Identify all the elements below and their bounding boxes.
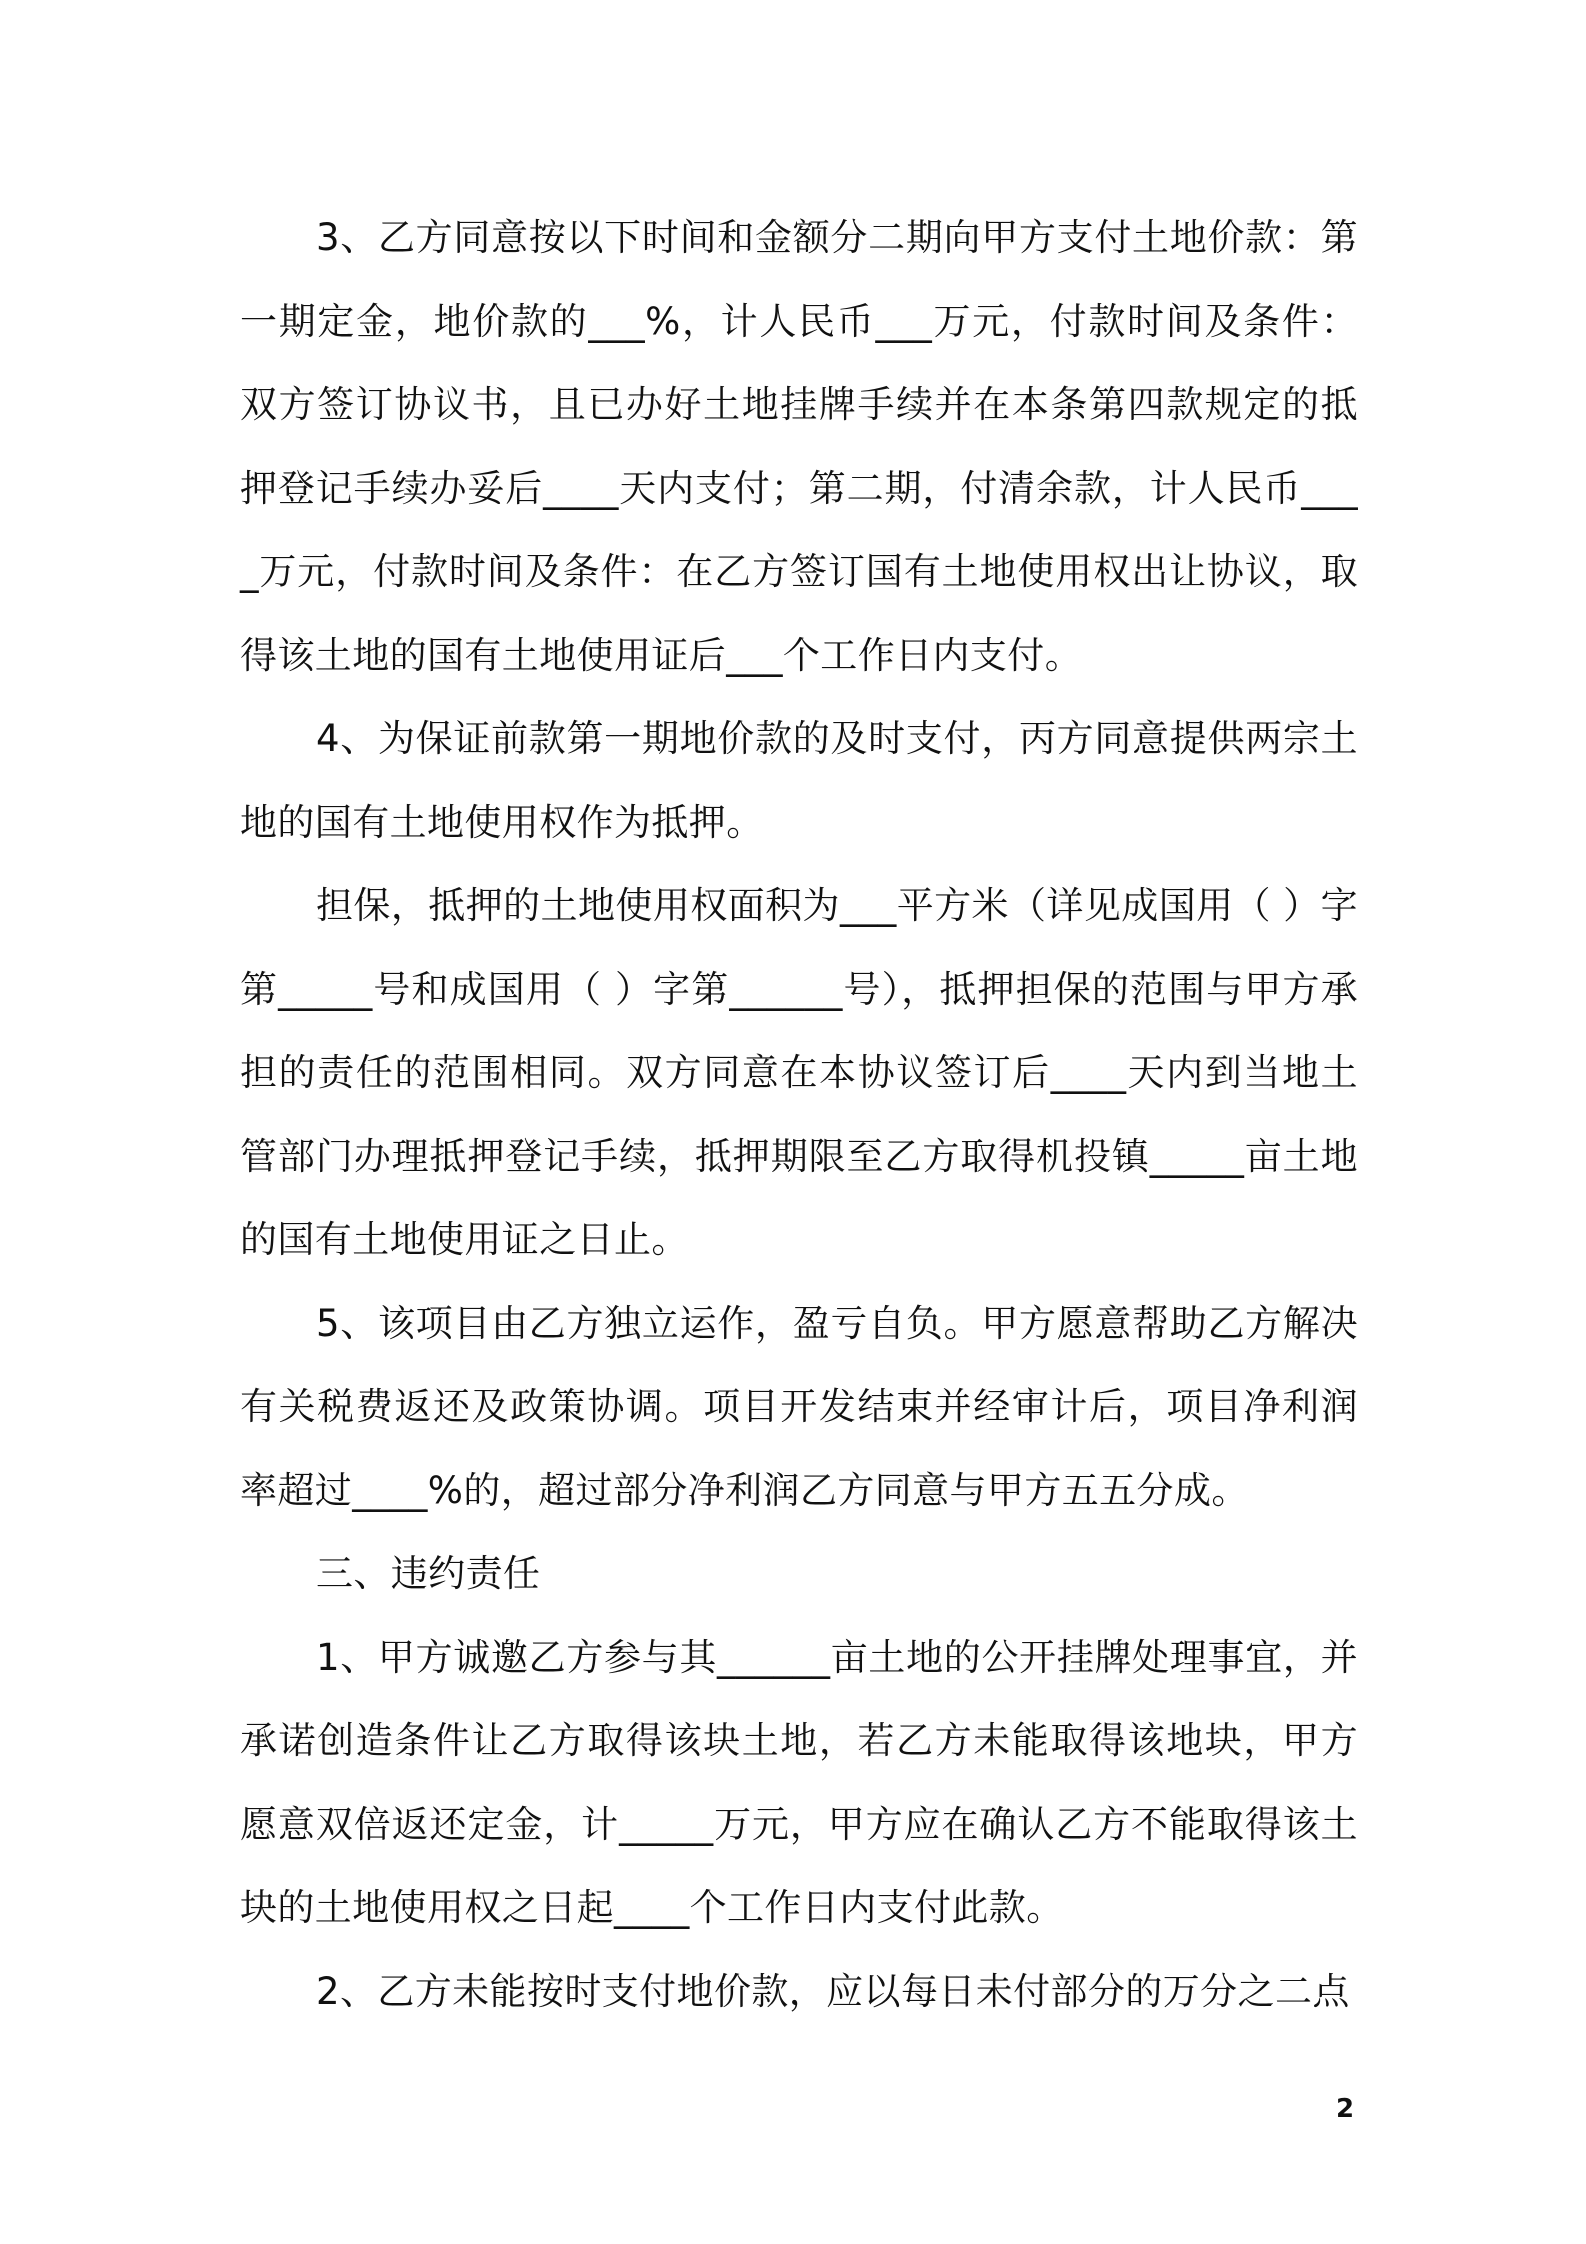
page-number: 2 xyxy=(1336,2094,1355,2124)
paragraph-breach-2: 2、乙方未能按时支付地价款，应以每日未付部分的万分之二点 xyxy=(316,1969,1350,2013)
paragraph-breach-1: 1、甲方诚邀乙方参与其______亩土地的公开挂牌处理事宜，并承诺创造条件让乙方取得该块土地，若乙方未能取得该地块，甲方愿意双倍返还定金，计_____万元，甲方应在确认乙方不能取得该土块的土地使用权之日起____个工作日内支付此款。 xyxy=(240,1635,1358,1929)
paragraph-clause-4-mortgage: 4、为保证前款第一期地价款的及时支付，丙方同意提供两宗土地的国有土地使用权作为抵押。 xyxy=(240,717,1358,844)
paragraph-clause-3-payment: 3、乙方同意按以下时间和金额分二期向甲方支付土地价款：第一期定金，地价款的___%，计人民币___万元，付款时间及条件：双方签订协议书，且已办好土地挂牌手续并在本条第四款规定的抵押登记手续办妥后____天内支付；第二期，付清余款，计人民币____万元，付款时间及条件：在乙方签订国有土地使用权出让协议，取得该土地的国有土地使用证后___个工作日内支付。 xyxy=(240,216,1358,677)
section-heading-breach-liability: 三、违约责任 xyxy=(316,1552,541,1595)
document-body xyxy=(240,196,1358,2033)
paragraph-clause-5-operation: 5、该项目由乙方独立运作，盈亏自负。甲方愿意帮助乙方解决有关税费返还及政策协调。项目开发结束并经审计后，项目净利润率超过____%的，超过部分净利润乙方同意与甲方五五分成。 xyxy=(240,1301,1358,1512)
paragraph-guarantee: 担保，抵押的土地使用权面积为___平方米（详见成国用（ ）字第_____号和成国用（ ）字第______号），抵押担保的范围与甲方承担的责任的范围相同。双方同意在本协议签订后____天内到当地土管部门办理抵押登记手续，抵押期限至乙方取得机投镇_____亩土地的国有土地使用证之日止。 xyxy=(240,884,1358,1261)
